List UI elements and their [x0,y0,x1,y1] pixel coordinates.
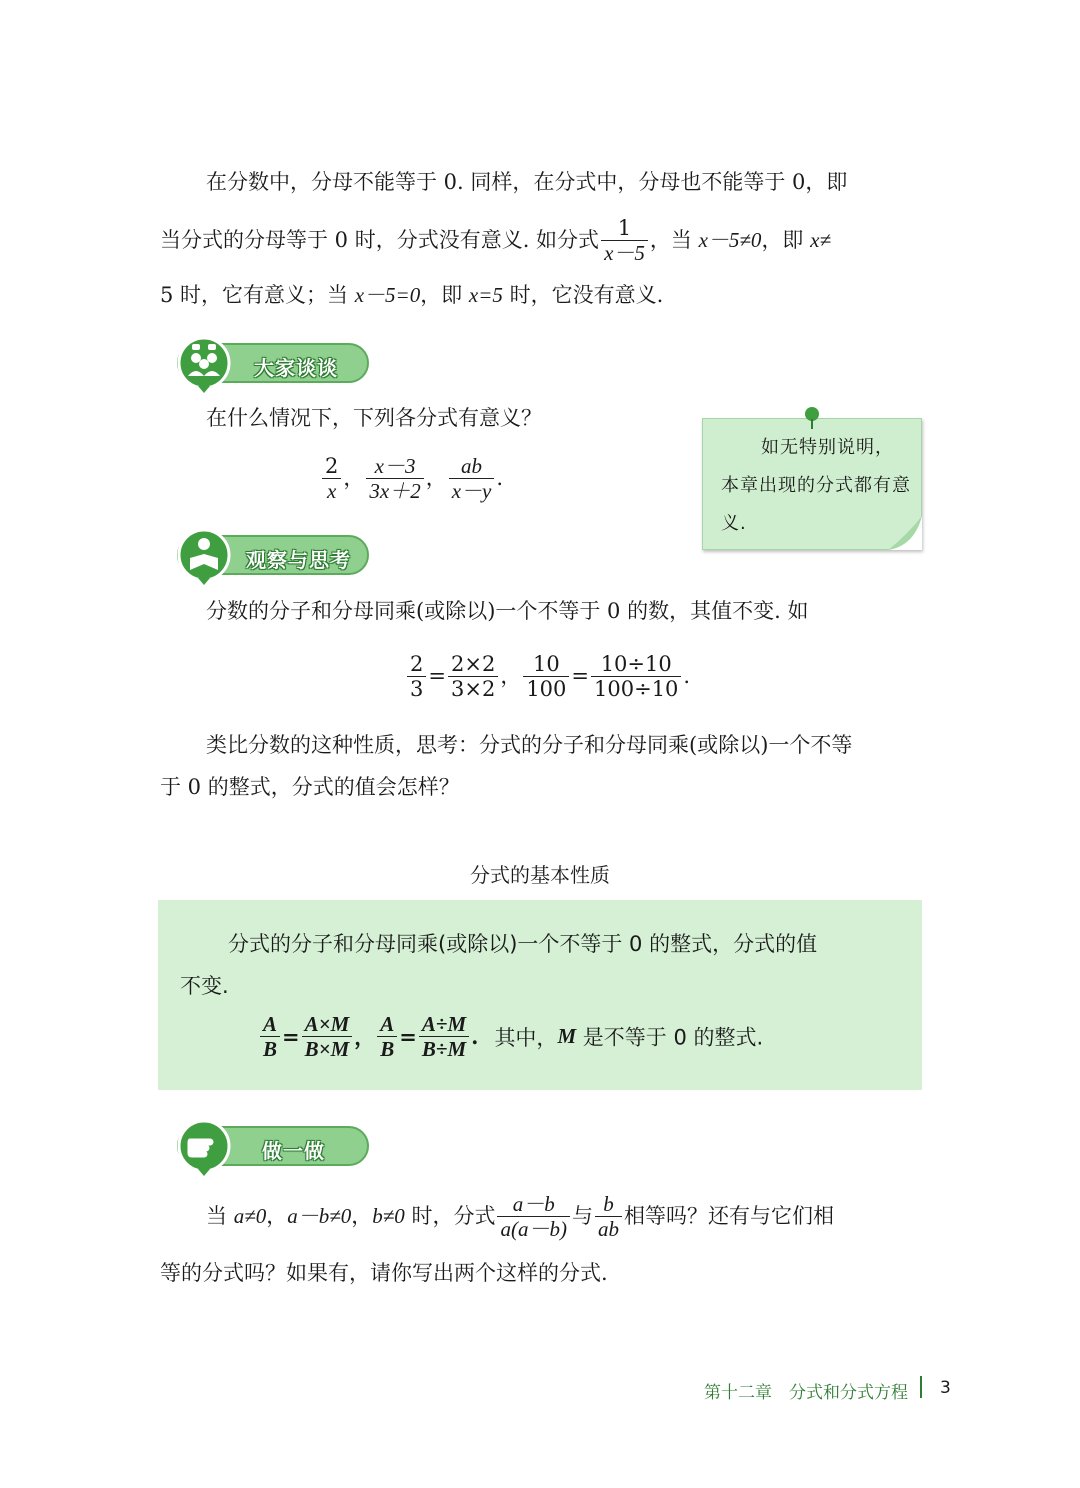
exercise-text: 相等吗？还有与它们相 [623,1204,834,1229]
frac-numerator: 10 [523,652,569,677]
caption-label: 做一做 [262,1139,325,1163]
fraction [260,1012,280,1061]
separator: ， [351,1204,373,1229]
fraction [302,1012,353,1061]
math-expr: x－5=0 [354,283,421,307]
frac-denominator: 3x＋2 [369,479,421,504]
period: . [496,466,504,491]
note-text [721,429,911,543]
para1-text: 时，它没有意义. [502,283,664,307]
discuss-question: 在什么情况下，下列各分式有意义？ [206,406,542,430]
discuss-fractions [320,454,503,503]
push-pin-icon [801,405,823,431]
frac-numerator: a－b [497,1192,570,1217]
property-formula [258,1012,763,1061]
caption-label: 观察与思考 [246,548,351,572]
exercise-text: 时，分式 [404,1204,496,1229]
fraction-1-over-x-minus-5 [601,216,648,265]
frac-numerator: 10÷10 [591,652,681,677]
footer-chapter: 第十二章 分式和分式方程 [704,1383,908,1403]
observe-line2: 类比分数的这种性质，思考：分式的分子和分母同乘(或除以)一个不等 [206,733,853,757]
exercise-line1 [206,1192,834,1241]
property-line2: 不变. [180,974,229,998]
page-number: 3 [940,1378,951,1398]
para1-text: 5 时，它有意义；当 [160,283,355,307]
fraction [591,652,681,701]
separator: ， [266,1204,288,1229]
frac-numerator: 2×2 [448,652,498,677]
math-expr: x≠ [810,228,831,253]
observe-line3: 于 0 的整式，分式的值会怎样？ [160,775,460,799]
caption-observe [158,530,370,582]
property-line1: 分式的分子和分母同乘(或除以)一个不等于 0 的整式，分式的值 [228,932,818,956]
property-title: 分式的基本性质 [470,863,610,887]
frac-denominator: B [263,1037,278,1062]
frac-denominator: B×M [304,1037,350,1062]
fraction [419,1012,469,1061]
fraction [449,454,495,503]
fraction [366,454,423,503]
frac-numerator: b [595,1192,622,1217]
side-note [702,418,922,550]
separator: ， [425,466,447,491]
math-expr: a≠0 [233,1204,267,1229]
para1-text: ，当 [649,228,699,253]
equals-sign: = [282,1024,300,1050]
math-expr: x=5 [468,283,503,307]
frac-numerator: 2 [322,454,341,479]
fraction [497,1192,570,1241]
para1-line2 [160,216,831,265]
fraction [523,652,569,701]
frac-denominator: B [380,1037,395,1062]
math-expr: a－b≠0 [287,1204,352,1229]
para1-text: 当分式的分母等于 0 时，分式没有意义. 如分式 [160,228,600,253]
math-expr: M [557,1024,577,1049]
frac-denominator: B÷M [421,1037,467,1062]
caption-discuss [158,338,370,390]
separator: ， [343,466,365,491]
para1-line1: 在分数中，分母不能等于 0. 同样，在分式中，分母也不能等于 0，即 [206,170,848,194]
frac-denominator: ab [597,1217,619,1242]
property-box [158,900,922,1090]
para1-line3 [160,285,663,306]
frac-numerator: x－3 [366,454,423,479]
property-tail: 是不等于 0 的整式. [576,1025,764,1050]
frac-denominator: 3×2 [450,677,496,702]
caption-try [158,1121,370,1173]
fraction [595,1192,622,1241]
math-expr: b≠0 [372,1204,405,1229]
frac-numerator: ab [449,454,495,479]
frac-numerator: A [260,1012,280,1037]
note-content: 如无特别说明，本章出现的分式都有意义. [721,437,911,534]
para1-text: ，即 [761,228,811,253]
fraction [377,1012,397,1061]
property-tail: 其中， [494,1025,558,1050]
separator: ， [354,1024,376,1050]
frac-denominator: 3 [410,677,424,702]
math-expr: x－5≠0 [698,228,762,253]
frac-denominator: x－5 [604,241,645,266]
frac-numerator: 1 [601,216,648,241]
frac-numerator: 2 [407,652,426,677]
frac-numerator: A×M [302,1012,353,1037]
para1-text: ，即 [420,283,469,307]
frac-denominator: x [327,479,337,504]
equals-sign: = [399,1024,417,1050]
frac-denominator: a(a－b) [500,1217,567,1242]
page-curl-icon [888,516,922,550]
fraction [322,454,341,503]
footer-divider [920,1376,922,1398]
exercise-text: 当 [206,1204,234,1229]
frac-denominator: 100÷10 [594,677,679,702]
fraction [407,652,426,701]
frac-denominator: 100 [526,677,567,702]
observe-equations [405,652,690,701]
period: . [471,1024,479,1050]
exercise-text: 与 [571,1204,593,1229]
frac-numerator: A [377,1012,397,1037]
caption-label: 大家谈谈 [254,356,338,380]
exercise-line2: 等的分式吗？如果有，请你写出两个这样的分式. [160,1261,608,1285]
observe-line1: 分数的分子和分母同乘(或除以)一个不等于 0 的数，其值不变. 如 [206,599,809,623]
equals-sign: = [571,664,590,689]
separator: ， [500,664,522,689]
frac-denominator: x－y [451,479,492,504]
equals-sign: = [428,664,446,689]
fraction [448,652,498,701]
period: . [683,664,691,689]
frac-numerator: A÷M [419,1012,469,1037]
